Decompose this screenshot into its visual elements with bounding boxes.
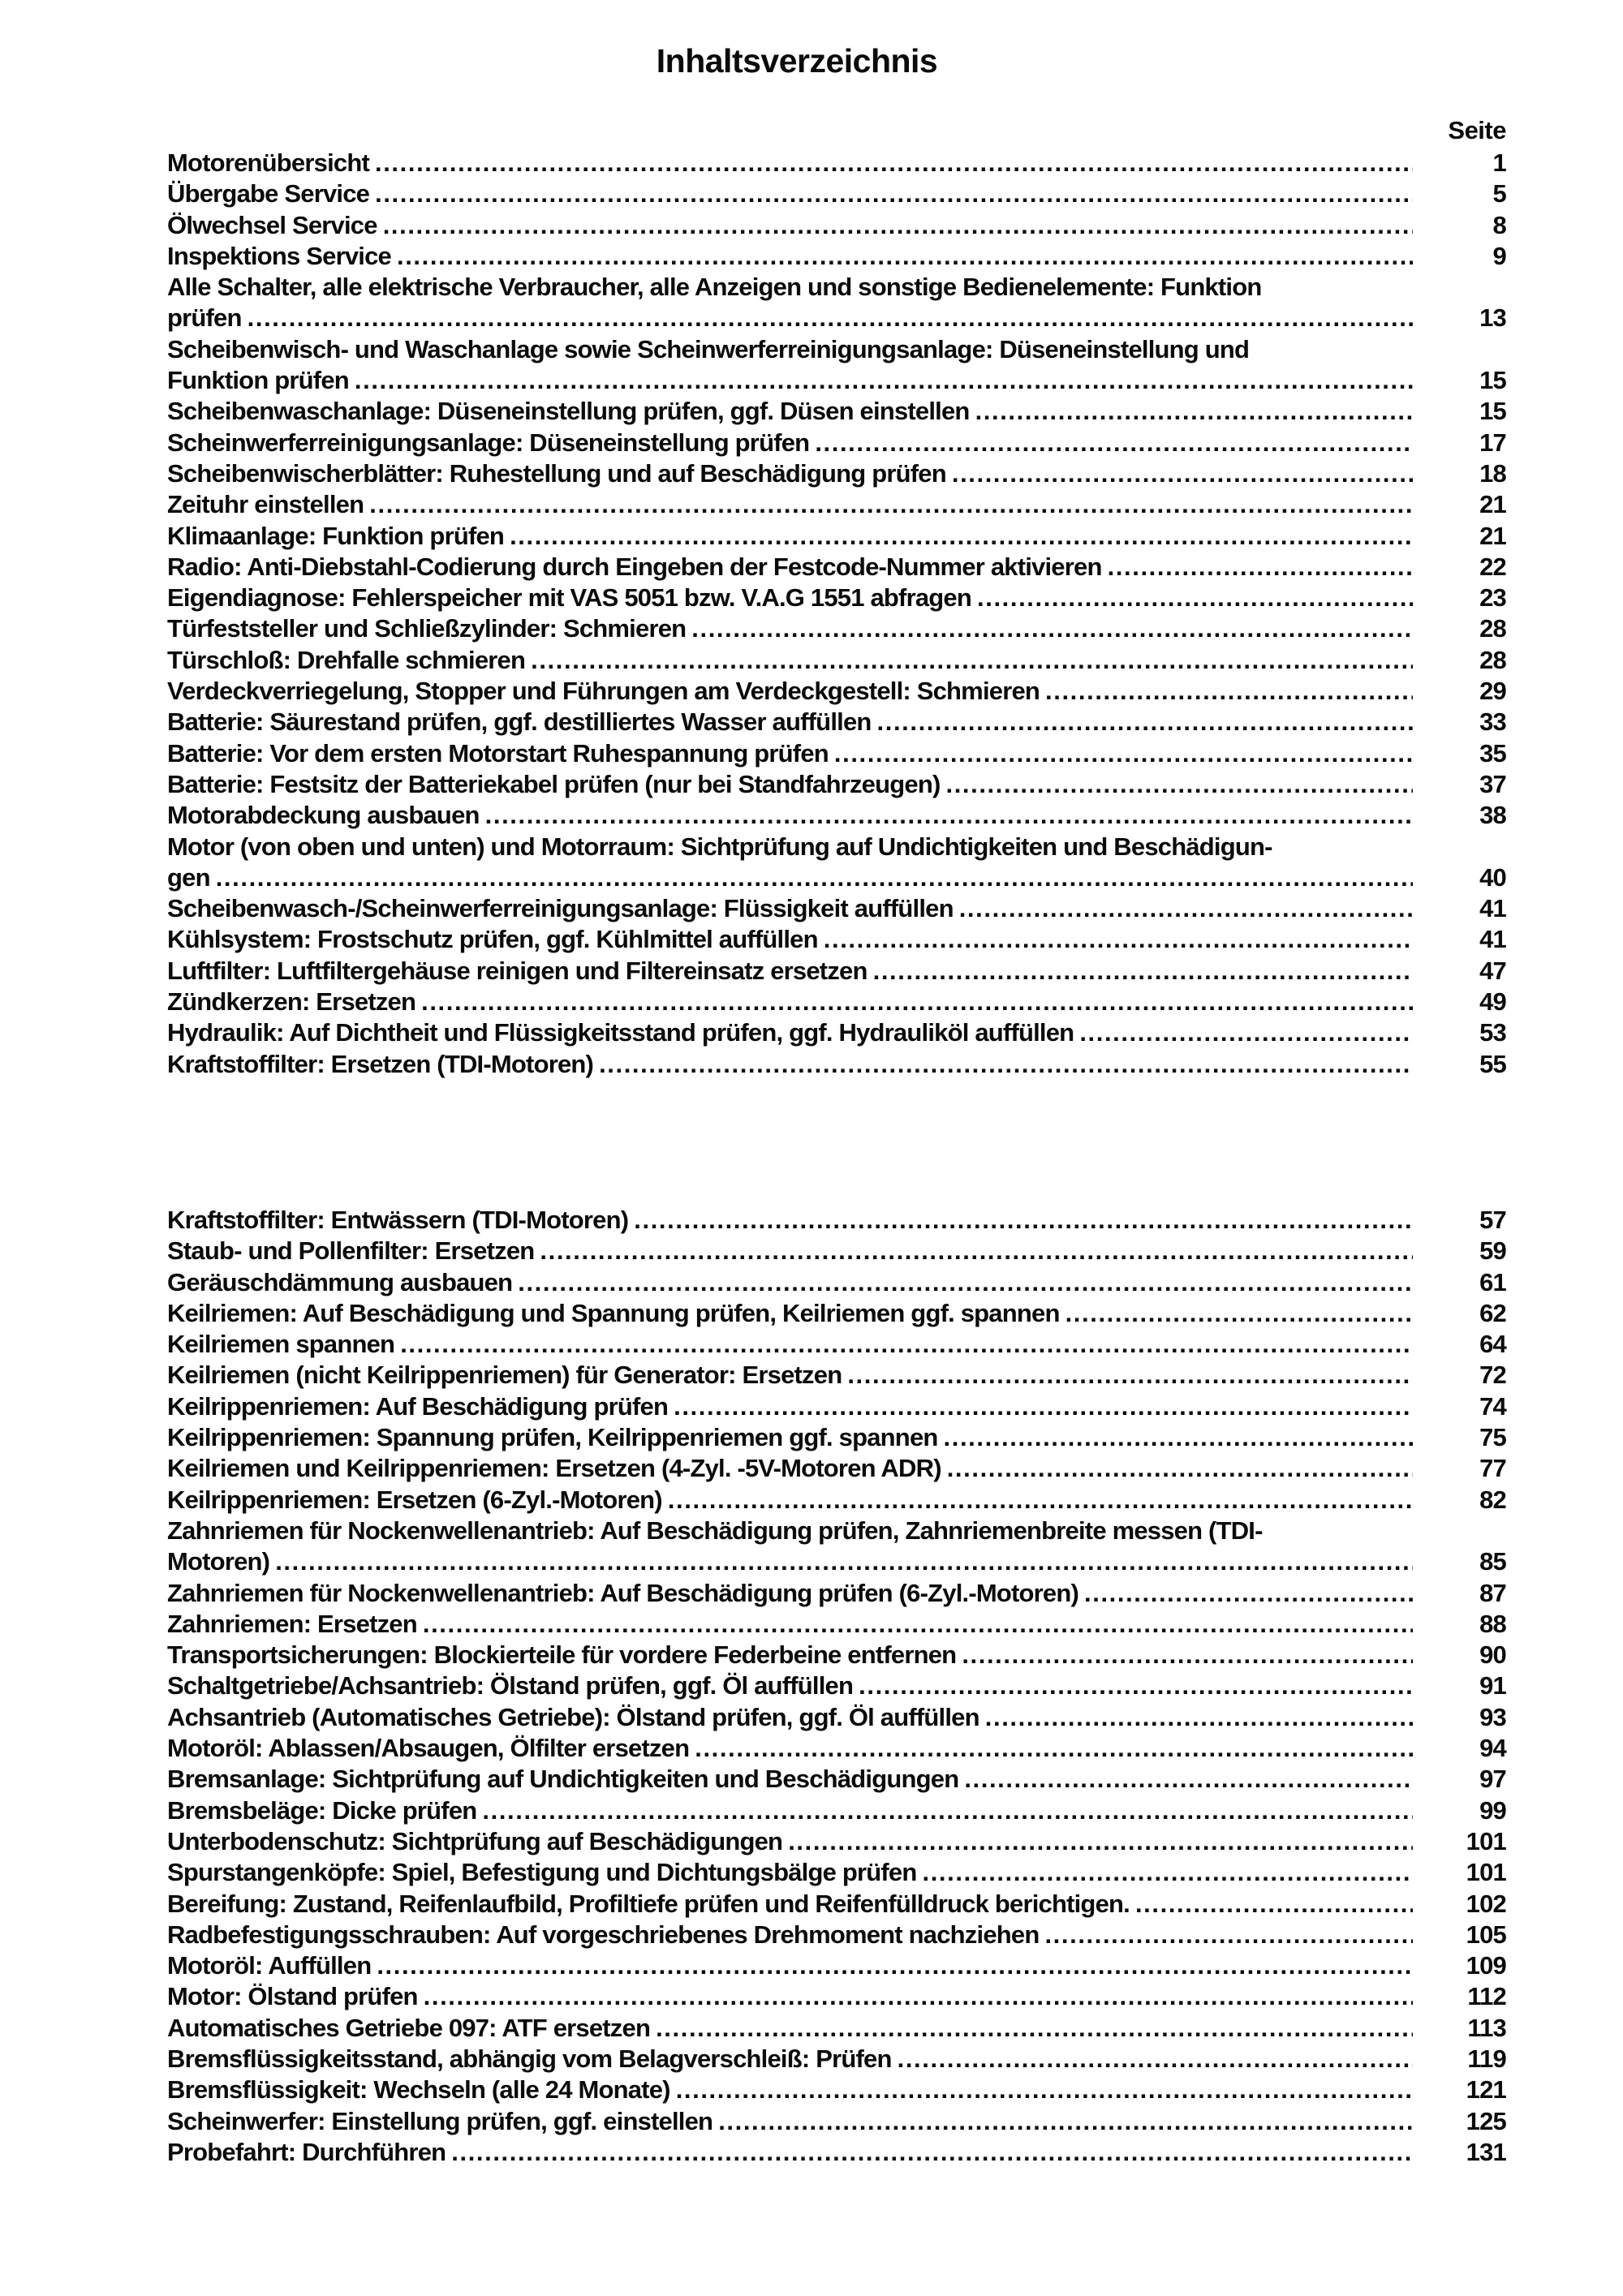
dot-leader (962, 1640, 1413, 1670)
toc-entry-line (167, 1764, 1506, 1795)
dot-leader (718, 2106, 1413, 2137)
toc-entry-text: Motoren) (167, 1547, 270, 1576)
page-number: 121 (1466, 2075, 1506, 2105)
dot-leader (482, 1795, 1413, 1826)
toc-entry-line (167, 396, 1506, 427)
dot-leader (400, 1329, 1413, 1360)
page-number: 99 (1479, 1795, 1506, 1825)
toc-entry-line (167, 1267, 1506, 1298)
toc-entry-line (167, 832, 1506, 862)
toc-entry-line (167, 1391, 1506, 1422)
toc-entry-line (167, 1516, 1506, 1546)
page-number: 23 (1479, 583, 1506, 613)
toc-entry-line (167, 707, 1506, 737)
toc-entry-text: Klimaanlage: Funktion prüfen (167, 521, 505, 550)
toc-entry-text: Bremsbeläge: Dicke prüfen (167, 1795, 477, 1825)
page-number: 119 (1467, 2044, 1506, 2074)
page-number: 97 (1479, 1765, 1506, 1794)
dot-leader (859, 1670, 1413, 1701)
page-number: 64 (1479, 1330, 1506, 1359)
toc-entry-text: Spurstangenköpfe: Spiel, Befestigung und Dichtungsbälge prüfen (167, 1858, 917, 1887)
page-number: 77 (1479, 1454, 1506, 1483)
toc-entry-line (167, 1017, 1506, 1048)
dot-leader (877, 707, 1413, 737)
toc-entry-line (167, 2075, 1506, 2105)
toc-entry-line (167, 769, 1506, 800)
toc-entry-line (167, 178, 1506, 209)
toc-entry-text: Bremsanlage: Sichtprüfung auf Undichtigkeiten und Beschädigungen (167, 1765, 959, 1794)
toc-entry-text: Eigendiagnose: Fehlerspeicher mit VAS 5051 bzw. V.A.G 1551 abfragen (167, 583, 972, 613)
dot-leader (959, 893, 1413, 924)
page-number: 131 (1466, 2137, 1506, 2166)
toc-entry-line (167, 1360, 1506, 1391)
toc-entry-line (167, 210, 1506, 241)
dot-leader (1135, 1889, 1413, 1920)
toc-entry-text: prüfen (167, 303, 242, 333)
page-number: 15 (1479, 397, 1506, 426)
toc-entry-text: Batterie: Festsitz der Batteriekabel prüfen (nur bei Standfahrzeugen) (167, 769, 941, 798)
toc-entry-line (167, 1857, 1506, 1888)
dot-leader (674, 1391, 1413, 1422)
toc-entry-line (167, 1485, 1506, 1516)
dot-leader (847, 1360, 1413, 1391)
page-number: 8 (1492, 210, 1506, 239)
page-number: 1 (1492, 148, 1506, 177)
toc-entry-text: Türfeststeller und Schließzylinder: Schmieren (167, 614, 687, 643)
toc-entry-line (167, 613, 1506, 644)
toc-entry-text: Alle Schalter, alle elektrische Verbraucher, alle Anzeigen und sonstige Bedienelemente: Funktion (167, 273, 1262, 302)
page-number: 101 (1466, 1826, 1506, 1855)
toc-entry-line (167, 987, 1506, 1017)
toc-entry-text: Inspektions Service (167, 241, 391, 270)
toc-entry-text: Scheinwerferreinigungsanlage: Düseneinstellung prüfen (167, 428, 810, 457)
dot-leader (656, 2013, 1413, 2044)
toc-entry-text: Radio: Anti-Diebstahl-Codierung durch Eingeben der Festcode-Nummer aktivieren (167, 552, 1102, 581)
page-number: 17 (1479, 428, 1506, 457)
toc-entry-line (167, 1920, 1506, 1950)
page-number: 21 (1479, 490, 1506, 519)
dot-leader (873, 956, 1413, 987)
toc-entry-line (167, 334, 1506, 365)
page-number: 9 (1492, 241, 1506, 270)
toc-entry-line (167, 1889, 1506, 1920)
dot-leader (1044, 1920, 1413, 1950)
toc-entry-text: Motor (von oben und unten) und Motorraum: Sichtprüfung auf Undichtigkeiten und Beschädigun- (167, 832, 1272, 861)
toc-block-1 (167, 148, 1506, 1080)
page-number: 59 (1479, 1236, 1506, 1266)
toc-entry-line (167, 1298, 1506, 1329)
dot-leader (834, 738, 1413, 769)
toc-entry-text: Scheibenwischerblätter: Ruhestellung und auf Beschädigung prüfen (167, 458, 946, 488)
toc-entry-text: Keilriemen spannen (167, 1330, 395, 1359)
toc-entry-line (167, 365, 1506, 396)
toc-entry-text: Hydraulik: Auf Dichtheit und Flüssigkeitsstand prüfen, ggf. Hydrauliköl auffüllen (167, 1018, 1074, 1047)
dot-leader (451, 2137, 1413, 2168)
dot-leader (952, 458, 1413, 489)
dot-leader (634, 1205, 1413, 1236)
dot-leader (945, 769, 1413, 800)
page-number: 22 (1479, 552, 1506, 581)
page-number: 61 (1479, 1267, 1506, 1296)
page-number: 82 (1479, 1485, 1506, 1514)
dot-leader (1065, 1298, 1413, 1329)
toc-entry-line (167, 552, 1506, 583)
toc-entry-line (167, 2106, 1506, 2137)
page-number: 37 (1479, 769, 1506, 798)
toc-entry-text: Keilrippenriemen: Ersetzen (6-Zyl.-Motoren) (167, 1485, 662, 1514)
toc-entry-line (167, 676, 1506, 707)
dot-leader (695, 1733, 1413, 1764)
dot-leader (355, 365, 1413, 396)
dot-leader (518, 1267, 1413, 1298)
toc-entry-line (167, 1670, 1506, 1701)
dot-leader (815, 428, 1413, 458)
page-number: 93 (1479, 1702, 1506, 1731)
dot-leader (676, 2075, 1413, 2105)
toc-entry-text: Automatisches Getriebe 097: ATF ersetzen (167, 2013, 651, 2042)
dot-leader (985, 1702, 1413, 1733)
page-number: 102 (1466, 1889, 1506, 1918)
dot-leader (977, 583, 1413, 613)
toc-entry-text: Übergabe Service (167, 179, 370, 209)
toc-entry-line (167, 956, 1506, 987)
dot-leader (424, 1981, 1413, 2012)
toc-entry-text: Verdeckverriegelung, Stopper und Führungen am Verdeckgestell: Schmieren (167, 677, 1040, 706)
page-number: 41 (1479, 925, 1506, 954)
toc-entry-text: Transportsicherungen: Blockierteile für vordere Federbeine entfernen (167, 1640, 957, 1670)
page-number: 94 (1479, 1734, 1506, 1763)
toc-entry-line (167, 1950, 1506, 1981)
page-number: 125 (1466, 2106, 1506, 2135)
toc-entry-line (167, 1422, 1506, 1453)
toc-entry-text: Unterbodenschutz: Sichtprüfung auf Beschädigungen (167, 1826, 783, 1855)
toc-entry-text: Scheibenwaschanlage: Düseneinstellung prüfen, ggf. Düsen einstellen (167, 397, 970, 426)
page-number: 18 (1479, 458, 1506, 488)
toc-entry-line (167, 458, 1506, 489)
dot-leader (540, 1236, 1413, 1266)
toc-entry-text: Zahnriemen für Nockenwellenantrieb: Auf Beschädigung prüfen (6-Zyl.-Motoren) (167, 1578, 1079, 1607)
toc-entry-text: Bremsflüssigkeitsstand, abhängig vom Belagverschleiß: Prüfen (167, 2044, 892, 2074)
toc-entry-text: Motorenübersicht (167, 148, 369, 177)
dot-leader (485, 800, 1413, 831)
toc-entry-text: Bereifung: Zustand, Reifenlaufbild, Profiltiefe prüfen und Reifenfülldruck berichtigen. (167, 1889, 1130, 1918)
toc-entry-line (167, 893, 1506, 924)
toc-entry-text: Kraftstoffilter: Entwässern (TDI-Motoren) (167, 1206, 629, 1234)
dot-leader (531, 645, 1413, 676)
toc-entry-text: Ölwechsel Service (167, 210, 377, 239)
page-number: 29 (1479, 677, 1506, 706)
toc-entry-text: Zahnriemen: Ersetzen (167, 1609, 417, 1638)
toc-entry-text: Zahnriemen für Nockenwellenantrieb: Auf Beschädigung prüfen, Zahnriemenbreite messen (TDI- (167, 1516, 1263, 1545)
toc-entry-line (167, 1453, 1506, 1484)
toc-entry-text: Staub- und Pollenfilter: Ersetzen (167, 1236, 535, 1266)
toc-entry-text: gen (167, 862, 210, 892)
dot-leader (691, 613, 1413, 644)
toc-entry-line (167, 1702, 1506, 1733)
toc-entry-text: Scheibenwasch-/Scheinwerferreinigungsanlage: Flüssigkeit auffüllen (167, 894, 954, 923)
toc-entry-line (167, 1546, 1506, 1577)
page-number: 91 (1479, 1671, 1506, 1701)
dot-leader (248, 303, 1413, 333)
toc-entry-line (167, 2013, 1506, 2044)
page-number: 72 (1479, 1361, 1506, 1390)
dot-leader (898, 2044, 1413, 2075)
dot-leader (944, 1422, 1413, 1453)
toc-entry-text: Motorabdeckung ausbauen (167, 801, 480, 830)
toc-entry-line (167, 800, 1506, 831)
page-number: 62 (1479, 1298, 1506, 1327)
dot-leader (947, 1453, 1413, 1484)
dot-leader (216, 862, 1413, 893)
dot-leader (975, 396, 1413, 427)
dot-leader (377, 1950, 1413, 1981)
toc-entry-line (167, 1578, 1506, 1609)
dot-leader (421, 987, 1413, 1017)
dot-leader (397, 241, 1413, 272)
toc-entry-line (167, 862, 1506, 893)
page-number: 40 (1479, 862, 1506, 892)
toc-entry-text: Kühlsystem: Frostschutz prüfen, ggf. Kühlmittel auffüllen (167, 925, 818, 954)
toc-entry-text: Achsantrieb (Automatisches Getriebe): Ölstand prüfen, ggf. Öl auffüllen (167, 1702, 979, 1731)
toc-entry-text: Motor: Ölstand prüfen (167, 1982, 418, 2011)
toc-entry-line (167, 1329, 1506, 1360)
toc-entry-text: Keilriemen und Keilrippenriemen: Ersetzen (4-Zyl. -5V-Motoren ADR) (167, 1454, 941, 1483)
toc-entry-text: Radbefestigungsschrauben: Auf vorgeschriebenes Drehmoment nachziehen (167, 1920, 1040, 1949)
toc-entry-text: Probefahrt: Durchführen (167, 2137, 446, 2166)
dot-leader (375, 178, 1413, 209)
page-number: 74 (1479, 1391, 1506, 1421)
page-number: 35 (1479, 738, 1506, 767)
page-number: 13 (1479, 303, 1506, 333)
dot-leader (369, 489, 1413, 520)
dot-leader (1045, 676, 1413, 707)
toc-entry-text: Scheinwerfer: Einstellung prüfen, ggf. einstellen (167, 2106, 713, 2135)
dot-leader (788, 1826, 1413, 1857)
toc-entry-line (167, 521, 1506, 552)
dot-leader (383, 210, 1413, 241)
page-number: 109 (1466, 1951, 1506, 1980)
dot-leader (275, 1546, 1413, 1577)
toc-entry-text: Keilrippenriemen: Auf Beschädigung prüfen (167, 1391, 669, 1421)
page-number: 87 (1479, 1578, 1506, 1607)
dot-leader (824, 924, 1413, 955)
page-number: 105 (1466, 1920, 1506, 1949)
dot-leader (423, 1609, 1413, 1640)
page-number: 47 (1479, 956, 1506, 985)
toc-entry-line (167, 583, 1506, 613)
page-number: 49 (1479, 987, 1506, 1017)
page-number: 5 (1492, 179, 1506, 209)
toc-entry-text: Keilriemen: Auf Beschädigung und Spannung prüfen, Keilriemen ggf. spannen (167, 1298, 1060, 1327)
toc-entry-text: Motoröl: Ablassen/Absaugen, Ölfilter ersetzen (167, 1734, 690, 1763)
toc-entry-line (167, 1609, 1506, 1640)
dot-leader (510, 521, 1413, 552)
page-number: 85 (1479, 1547, 1506, 1576)
dot-leader (1084, 1578, 1413, 1609)
toc-entry-text: Bremsflüssigkeit: Wechseln (alle 24 Monate) (167, 2075, 670, 2105)
dot-leader (1108, 552, 1413, 583)
toc-entry-text: Geräuschdämmung ausbauen (167, 1267, 513, 1296)
toc-entry-line (167, 645, 1506, 676)
page-number: 112 (1467, 1982, 1506, 2011)
toc-entry-text: Batterie: Säurestand prüfen, ggf. destilliertes Wasser auffüllen (167, 707, 872, 737)
toc-entry-line (167, 148, 1506, 178)
toc-entry-text: Schaltgetriebe/Achsantrieb: Ölstand prüfen, ggf. Öl auffüllen (167, 1671, 854, 1701)
toc-block-2 (167, 1205, 1506, 2168)
toc-entry-line (167, 241, 1506, 272)
page-number: 90 (1479, 1640, 1506, 1670)
page-number: 38 (1479, 801, 1506, 830)
page-number: 28 (1479, 614, 1506, 643)
toc-entry-line (167, 1205, 1506, 1236)
dot-leader (375, 148, 1413, 178)
page-number: 88 (1479, 1609, 1506, 1638)
toc-entry-line (167, 1795, 1506, 1826)
page-title: Inhaltsverzeichnis (656, 42, 938, 80)
page-number: 101 (1466, 1858, 1506, 1887)
toc-entry-text: Batterie: Vor dem ersten Motorstart Ruhespannung prüfen (167, 738, 829, 767)
page-number: 21 (1479, 521, 1506, 550)
column-header-seite: Seite (1448, 116, 1506, 144)
dot-leader (923, 1857, 1414, 1888)
page-number: 75 (1479, 1423, 1506, 1452)
toc-entry-line (167, 924, 1506, 955)
toc-entry-text: Kraftstoffilter: Ersetzen (TDI-Motoren) (167, 1049, 594, 1078)
toc-entry-line (167, 2137, 1506, 2168)
dot-leader (668, 1485, 1413, 1516)
toc-entry-line (167, 489, 1506, 520)
toc-entry-line (167, 1236, 1506, 1266)
toc-entry-line (167, 303, 1506, 333)
toc-entry-line (167, 1981, 1506, 2012)
toc-entry-text: Scheibenwisch- und Waschanlage sowie Scheinwerferreinigungsanlage: Düseneinstellung und (167, 334, 1250, 363)
page-number: 41 (1479, 894, 1506, 923)
dot-leader (1079, 1017, 1413, 1048)
toc-entry-line (167, 1640, 1506, 1670)
toc-entry-line (167, 1733, 1506, 1764)
toc-entry-line (167, 428, 1506, 458)
toc-entry-line (167, 1049, 1506, 1080)
page-number: 113 (1467, 2013, 1506, 2042)
toc-entry-text: Motoröl: Auffüllen (167, 1951, 372, 1980)
toc-entry-text: Funktion prüfen (167, 366, 349, 395)
toc-entry-text: Keilriemen (nicht Keilrippenriemen) für Generator: Ersetzen (167, 1361, 842, 1390)
page-number: 53 (1479, 1018, 1506, 1047)
dot-leader (964, 1764, 1413, 1795)
dot-leader (599, 1049, 1413, 1080)
toc-entry-text: Luftfilter: Luftfiltergehäuse reinigen und Filtereinsatz ersetzen (167, 956, 867, 985)
page-number: 57 (1479, 1206, 1506, 1234)
toc-entry-text: Zündkerzen: Ersetzen (167, 987, 416, 1017)
toc-entry-line (167, 1826, 1506, 1857)
toc-entry-line (167, 272, 1506, 303)
toc-entry-line (167, 2044, 1506, 2075)
page-number: 55 (1479, 1049, 1506, 1078)
toc-entry-line (167, 738, 1506, 769)
toc-entry-text: Keilrippenriemen: Spannung prüfen, Keilrippenriemen ggf. spannen (167, 1423, 938, 1452)
page-number: 33 (1479, 707, 1506, 737)
page-number: 28 (1479, 645, 1506, 674)
toc-entry-text: Zeituhr einstellen (167, 490, 364, 519)
page-number: 15 (1479, 366, 1506, 395)
toc-entry-text: Türschloß: Drehfalle schmieren (167, 645, 526, 674)
